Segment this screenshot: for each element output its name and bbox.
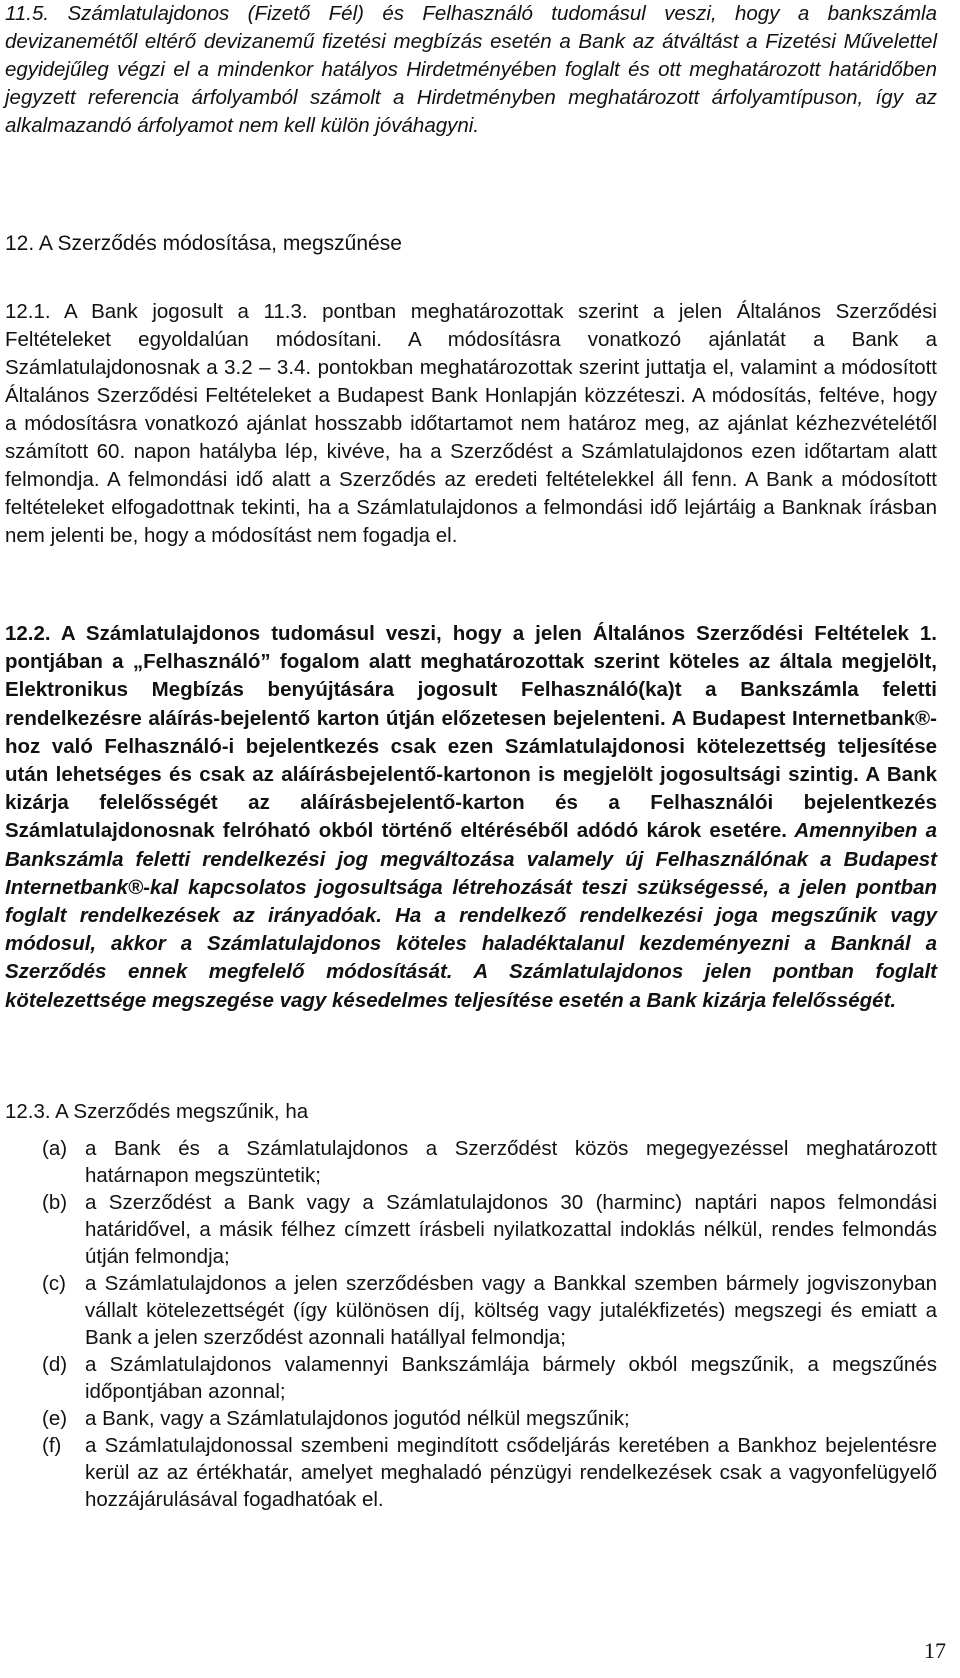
paragraph-11-5: 11.5. Számlatulajdonos (Fizető Fél) és Felhasználó tudomásul veszi, hogy a bankszámla devizanemétől eltérő devizanemű fizetési megbízás esetén a Bank az átváltást a Fizetési Művelettel egyidejűleg végzi el a mindenkor hatályos Hirdetményében foglalt és ott meghatározott határidőben jegyzett referencia árfolyamból számolt a Hirdetményben meghatározott árfolyamtípuson, így az alkalmazandó árfolyamot nem kell külön jóváhagyni. [5,2,937,137]
list-item-text: a Számlatulajdonossal szembeni megindított csődeljárás keretében a Bankhoz bejelentésre kerül az az értékhatár, amelyet meghaladó pénzügyi rendelkezések csak a vagyonfelügyelő hozzájárulásával fogadhatóak el. [85,1434,937,1511]
list-marker: (e) [42,1407,68,1430]
list-marker: (f) [42,1434,62,1457]
list-item-text: a Bank és a Számlatulajdonos a Szerződést közös megegyezéssel meghatározott határnapon megszüntetik; [85,1137,937,1187]
list-item [5,1432,937,1513]
paragraph-12-1: 12.1. A Bank jogosult a 11.3. pontban meghatározottak szerint a jelen Általános Szerződési Feltételeket egyoldalúan módosítani. A módosításra vonatkozó ajánlatát a Bank a Számlatulajdonosnak a 3.2 – 3.4. pontokban meghatározottak szerint juttatja el, valamint a módosított Általános Szerződési Feltételeket a Budapest Bank Honlapján közzéteszi. A módosítás, feltéve, hogy a módosításra vonatkozó ajánlat hosszabb időtartamot nem határoz meg, az ajánlat kézhezvételétől számított 60. napon hatályba lép, kivéve, ha a Szerződést a Számlatulajdonos ezen időtartam alatt felmondja. A felmondási idő alatt a Szerződés az eredeti feltételekkel áll fenn. A Bank a módosított feltételeket elfogadottnak tekinti, ha a Számlatulajdonos a felmondási idő lejártáig a Banknak írásban nem jelenti be, hogy a módosítást nem fogadja el. [5,300,937,547]
list-item [5,1351,937,1405]
paragraph-12-2-bolditalic-part: Amennyiben a Bankszámla feletti rendelkezési jog megváltozása valamely új Felhasználónak a Budapest Internetbank®-kal kapcsolatos jogosultsága létrehozását teszi szükségessé, a jelen pontban foglalt rendelkezések az irányadóak. Ha a rendelkező rendelkezési joga megszűnik vagy módosul, akkor a Számlatulajdonos köteles haladéktalanul kezdeményezni a Banknál a Szerződés ennek megfelelő módosítását. A Számlatulajdonos jelen pontban foglalt kötelezettsége megszegése vagy késedelmes teljesítése esetén a Bank kizárja felelősségét. [5,819,937,1012]
list-item-text: a Bank, vagy a Számlatulajdonos jogutód nélkül megszűnik; [85,1407,630,1430]
list-item-text: a Számlatulajdonos valamennyi Bankszámlája bármely okból megszűnik, a megszűnés időpontjában azonnal; [85,1353,937,1403]
paragraph-12-3-intro: 12.3. A Szerződés megszűnik, ha [5,1100,309,1123]
list-item [5,1189,937,1270]
list-marker: (b) [42,1191,68,1214]
list-marker: (d) [42,1353,68,1376]
list-item-text: a Számlatulajdonos a jelen szerződésben vagy a Bankkal szemben bármely jogviszonyban vállalt kötelezettségét (így különösen díj, költség vagy jutalékfizetés) megszegi és emiatt a Bank a jelen szerződést azonnali hatállyal felmondja; [85,1272,937,1349]
termination-list [5,1135,937,1513]
paragraph-12-2-bold-part: 12.2. A Számlatulajdonos tudomásul veszi, hogy a jelen Általános Szerződési Feltételek 1. pontjában a „Felhasználó” fogalom alatt meghatározottak szerint köteles az általa megjelölt, Elektronikus Megbízás benyújtására jogosult Felhasználó(ka)t a Bankszámla feletti rendelkezésre aláírás-bejelentő karton útján előzetesen bejelenteni. A Budapest Internetbank®-hoz való Felhasználó-i bejelentkezés csak ezen Számlatulajdonosi kötelezettség teljesítése után lehetséges és csak az aláírásbejelentő-kartonon is megjelölt jogosultsági szintig. A Bank kizárja felelősségét az aláírásbejelentő-karton és a Felhasználói bejelentkezés Számlatulajdonosnak felróható okból történő eltéréséből adódó károk esetére. [5,622,937,843]
list-item-text: a Szerződést a Bank vagy a Számlatulajdonos 30 (harminc) naptári napos felmondási határidővel, a másik félhez címzett írásbeli nyilatkozattal indoklás nélkül, rendes felmondás útján felmondja; [85,1191,937,1268]
paragraph-12-2 [5,620,937,1015]
section-heading-12: 12. A Szerződés módosítása, megszűnése [5,232,402,255]
list-marker: (c) [42,1272,66,1295]
list-item [5,1270,937,1351]
list-item [5,1405,937,1432]
page-number: 17 [924,1638,946,1663]
list-marker: (a) [42,1137,68,1160]
list-item [5,1135,937,1189]
